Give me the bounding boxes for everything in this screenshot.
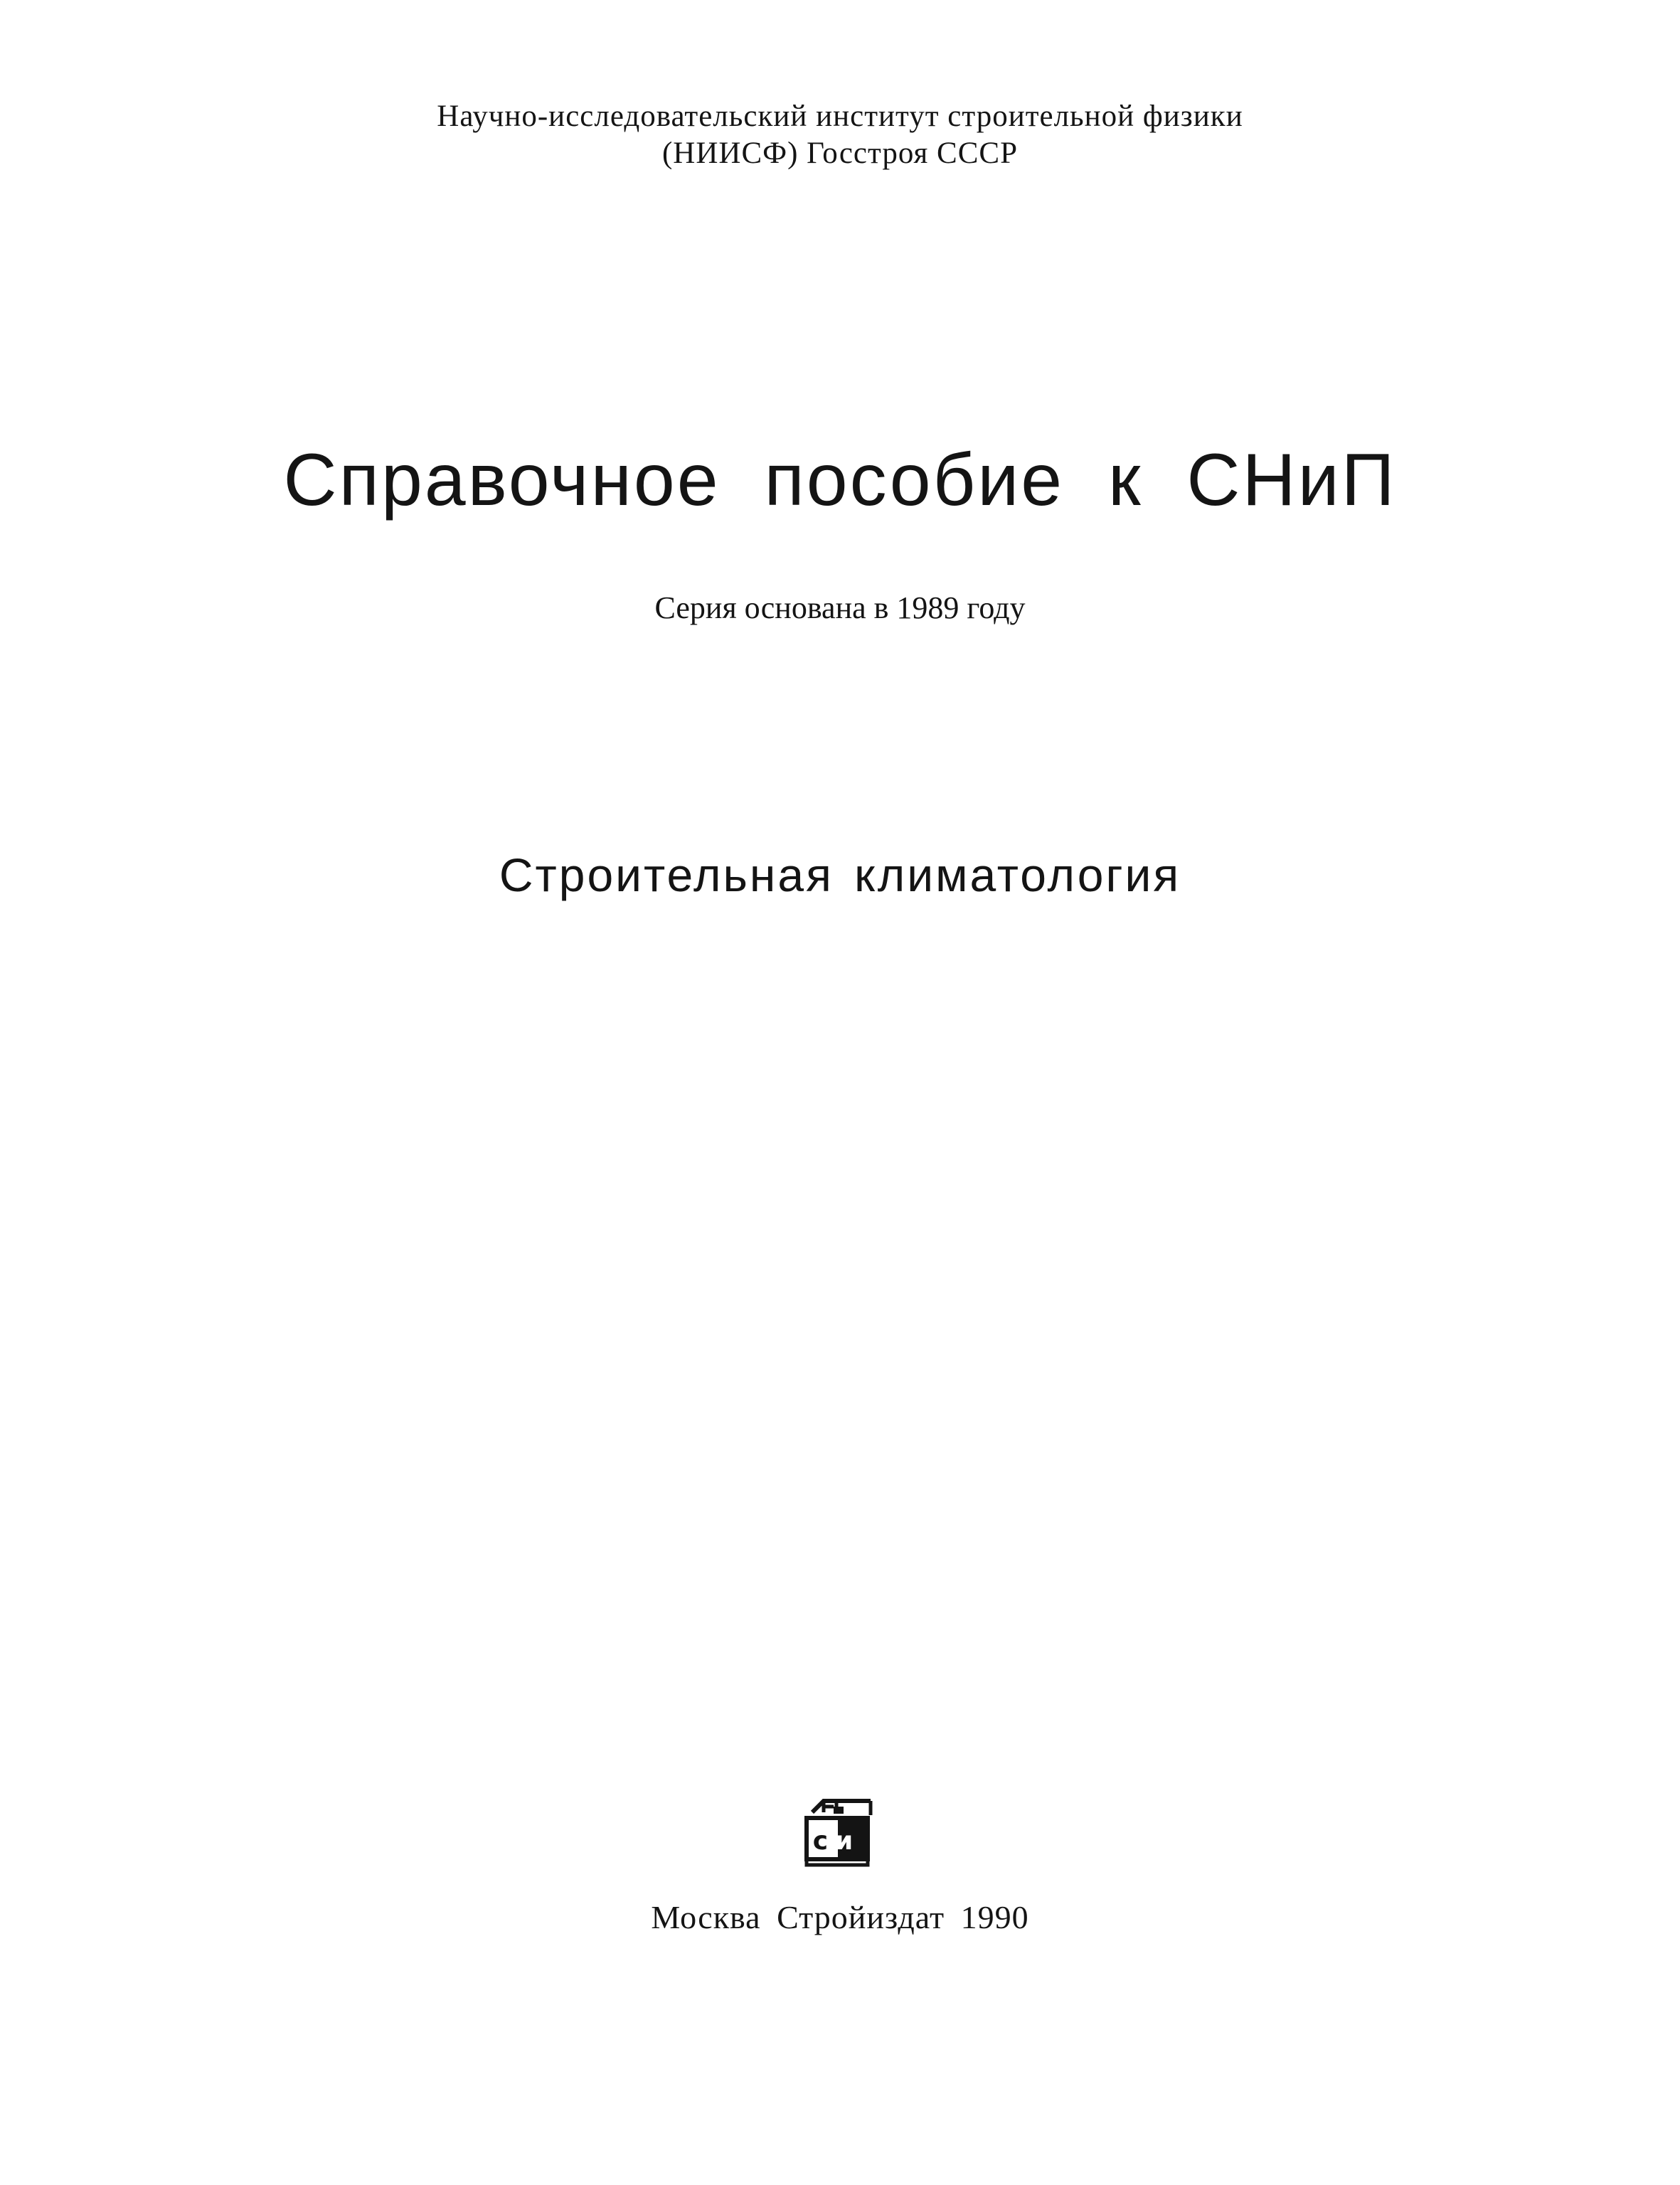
logo-letter-1: с	[812, 1827, 836, 1856]
publisher-logo-icon	[802, 1791, 873, 1868]
institute-line-2: (НИИСФ) Госстроя СССР	[661, 137, 1018, 170]
book-subtitle: Строительная климатология	[499, 849, 1181, 901]
logo-letters	[813, 1827, 861, 1856]
book-title: Справочное пособие к СНиП	[283, 439, 1397, 521]
institute-line-1: Научно-исследовательский институт строительной физики	[437, 100, 1243, 133]
imprint: Москва Стройиздат 1990	[651, 1899, 1029, 1935]
institute-header	[0, 98, 1680, 172]
logo-letter-2: и	[835, 1827, 861, 1856]
logo-text	[813, 1827, 861, 1856]
series-note: Серия основана в 1989 году	[654, 590, 1026, 625]
